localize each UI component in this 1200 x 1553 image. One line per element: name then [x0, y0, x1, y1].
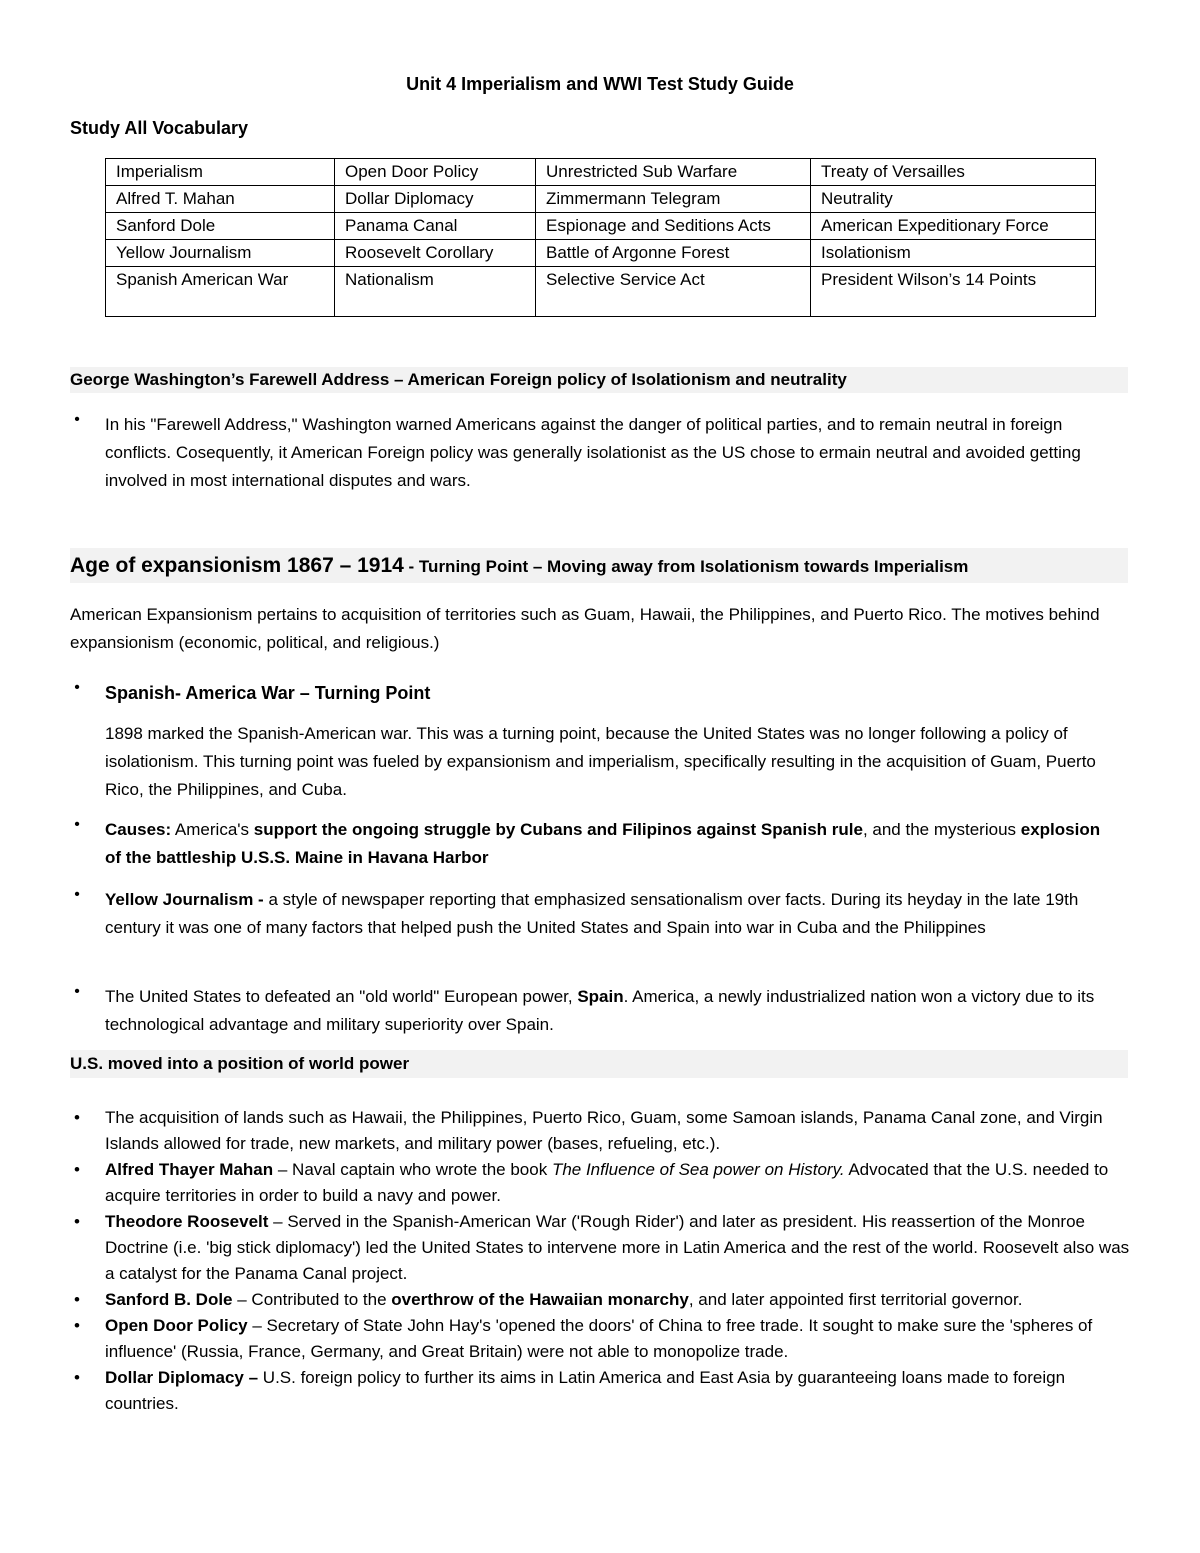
table-cell: Unrestricted Sub Warfare — [536, 159, 811, 186]
dole-label: Sanford B. Dole — [105, 1290, 233, 1309]
farewell-address-heading: George Washington’s Farewell Address – American Foreign policy of Isolationism and neutrality — [70, 367, 1128, 393]
table-cell: Nationalism — [335, 267, 536, 317]
table-cell: Neutrality — [811, 186, 1096, 213]
causes-bold-2: explosion of the battleship U.S.S. Maine in Havana Harbor — [105, 820, 1101, 867]
bullet-icon: • — [74, 816, 80, 833]
causes-text — [105, 816, 1115, 872]
bullet-icon: • — [74, 983, 80, 1000]
bullet-icon: • — [74, 886, 80, 903]
expansionism-heading — [70, 548, 1128, 583]
bullet-icon: • — [74, 1368, 80, 1387]
victory-text-2: . America, a newly industrialized nation won a victory due to its technological advantage and military superiority over Spain. — [105, 987, 1095, 1034]
open-door-label: Open Door Policy — [105, 1316, 248, 1335]
roosevelt-label: Theodore Roosevelt — [105, 1212, 269, 1231]
table-cell: President Wilson’s 14 Points — [811, 267, 1096, 317]
bullet-icon: • — [74, 1160, 80, 1179]
list-item — [70, 1209, 1130, 1287]
spanish-war-heading: Spanish- America War – Turning Point — [105, 683, 431, 703]
yellow-journalism-text — [105, 886, 1130, 942]
causes-label: Causes: — [105, 820, 172, 839]
table-cell: Yellow Journalism — [106, 240, 335, 267]
expansionism-heading-sub: - Turning Point – Moving away from Isolationism towards Imperialism — [403, 557, 969, 576]
victory-text-1: The United States to defeated an "old world" European power, — [105, 987, 578, 1006]
farewell-address-text: In his "Farewell Address," Washington warned Americans against the danger of political parties, and to remain neutral in foreign conflicts. Cosequently, it American Foreign policy was generally isolationist as the US chose to ermain neutral and avoided getting involved in most international disputes and wars. — [105, 415, 1081, 490]
list-item — [70, 1287, 1130, 1313]
table-row — [106, 240, 1096, 267]
list-item — [70, 1105, 1130, 1157]
vocabulary-table — [105, 158, 1096, 317]
dole-bold: overthrow of the Hawaiian monarchy — [391, 1290, 689, 1309]
expansionism-intro: American Expansionism pertains to acquisition of territories such as Guam, Hawaii, the Philippines, and Puerto Rico. The motives behind expansionism (economic, political, and religious.) — [70, 605, 1100, 652]
list-item — [70, 1313, 1130, 1365]
dole-text-2: , and later appointed first territorial governor. — [688, 1290, 1023, 1309]
dole-text-1: – Contributed to the — [232, 1290, 392, 1309]
table-cell: American Expeditionary Force — [811, 213, 1096, 240]
roosevelt-text: – Served in the Spanish-American War ('Rough Rider') and later as president. His reassertion of the Monroe Doctrine (i.e. 'big stick diplomacy') led the United States to intervene more in Latin America and the rest of the world. Roosevelt also was a catalyst for the Panama Canal project. — [105, 1212, 1130, 1283]
table-row — [106, 267, 1096, 317]
table-cell: Spanish American War — [106, 267, 335, 317]
causes-bold-1: support the ongoing struggle by Cubans and Filipinos against Spanish rule — [253, 820, 863, 839]
yellow-journalism-label: Yellow Journalism - — [105, 890, 264, 909]
causes-text-2: , and the mysterious — [862, 820, 1021, 839]
table-cell: Panama Canal — [335, 213, 536, 240]
table-cell: Roosevelt Corollary — [335, 240, 536, 267]
table-cell: Sanford Dole — [106, 213, 335, 240]
mahan-book: The Influence of Sea power on History. — [551, 1160, 845, 1179]
list-item — [70, 1365, 1130, 1417]
bullet-icon: • — [74, 1212, 80, 1231]
study-vocabulary-heading: Study All Vocabulary — [70, 118, 249, 138]
world-power-heading: U.S. moved into a position of world power — [70, 1050, 1128, 1078]
mahan-text-1: – Naval captain who wrote the book — [273, 1160, 552, 1179]
bullet-icon: • — [74, 1290, 80, 1309]
bullet-icon: • — [74, 1108, 80, 1127]
lands-text: The acquisition of lands such as Hawaii, the Philippines, Puerto Rico, Guam, some Samoan islands, Panama Canal zone, and Virgin Islands allowed for trade, new markets, and military power (bases, refueling, etc.). — [105, 1108, 1103, 1153]
open-door-text: – Secretary of State John Hay's 'opened the doors' of China to free trade. It sought to make sure the 'spheres of influence' (Russia, France, Germany, and Great Britain) were not able to monopolize trade. — [105, 1316, 1093, 1361]
expansionism-heading-main: Age of expansionism 1867 – 1914 — [70, 554, 404, 577]
spanish-war-text: 1898 marked the Spanish-American war. This was a turning point, because the United States was no longer following a policy of isolationism. This turning point was fueled by expansionism and imperialism, specifically resulting in the acquisition of Guam, Puerto Rico, the Philippines, and Cuba. — [105, 724, 1096, 799]
page-title: Unit 4 Imperialism and WWI Test Study Guide — [406, 74, 794, 94]
table-cell: Open Door Policy — [335, 159, 536, 186]
table-cell: Alfred T. Mahan — [106, 186, 335, 213]
table-cell: Espionage and Seditions Acts — [536, 213, 811, 240]
table-cell: Dollar Diplomacy — [335, 186, 536, 213]
table-cell: Treaty of Versailles — [811, 159, 1096, 186]
causes-text-1: America's — [171, 820, 254, 839]
table-cell: Imperialism — [106, 159, 335, 186]
table-row — [106, 186, 1096, 213]
table-row — [106, 213, 1096, 240]
mahan-text-2: Advocated that the U.S. needed to acquire territories in order to build a navy and power. — [105, 1160, 1109, 1205]
yellow-journalism-desc: a style of newspaper reporting that emphasized sensationalism over facts. During its heyday in the late 19th century it was one of many factors that helped push the United States and Spain into war in Cuba and the Philippines — [105, 890, 1079, 937]
table-cell: Isolationism — [811, 240, 1096, 267]
victory-bold: Spain — [577, 987, 624, 1006]
dollar-diplomacy-text: U.S. foreign policy to further its aims in Latin America and East Asia by guaranteeing loans made to foreign countries. — [105, 1368, 1066, 1413]
bullet-icon: • — [74, 679, 80, 696]
dollar-diplomacy-label: Dollar Diplomacy – — [105, 1368, 259, 1387]
table-cell: Zimmermann Telegram — [536, 186, 811, 213]
table-cell: Battle of Argonne Forest — [536, 240, 811, 267]
table-row — [106, 159, 1096, 186]
mahan-label: Alfred Thayer Mahan — [105, 1160, 274, 1179]
victory-text — [105, 983, 1130, 1039]
world-power-list — [70, 1105, 1130, 1417]
table-cell: Selective Service Act — [536, 267, 811, 317]
list-item — [70, 1157, 1130, 1209]
bullet-icon: • — [74, 1316, 80, 1335]
bullet-icon: • — [74, 411, 80, 428]
